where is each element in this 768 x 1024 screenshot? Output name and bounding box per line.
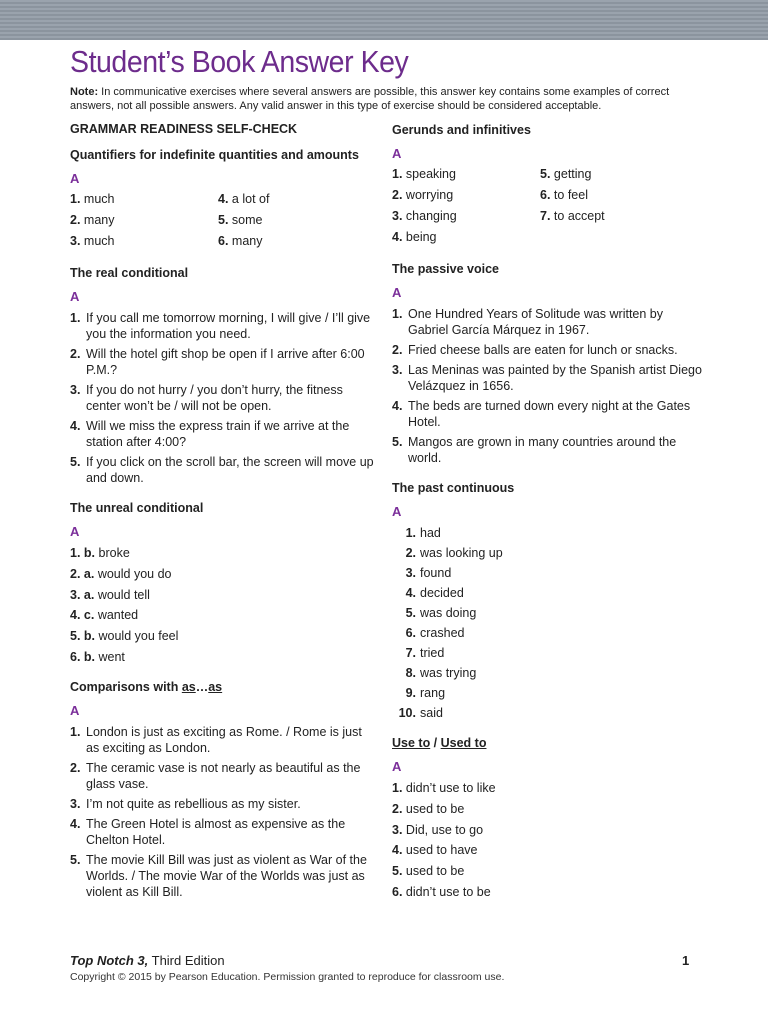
note-paragraph xyxy=(70,85,710,113)
answer-grid xyxy=(70,192,375,251)
answer-item: 5. The movie Kill Bill was just as violent as War of the Worlds. / The movie War of the Worlds was just as violent as Kill Bill. xyxy=(70,852,367,899)
section-title: Gerunds and infinitives xyxy=(392,123,531,137)
answer-list xyxy=(392,306,702,466)
section-title: Use to / Used to xyxy=(392,736,487,750)
answer-item: 4. The beds are turned down every night at the Gates Hotel. xyxy=(392,399,691,429)
answer-item: 10. said xyxy=(398,706,443,720)
answer-item: 1. London is just as exciting as Rome. / Rome is just as exciting as London. xyxy=(70,724,362,755)
answer-item: 3. Las Meninas was painted by the Spanish artist Diego Velázquez in 1656. xyxy=(392,363,702,393)
top-banner xyxy=(0,0,768,40)
answer-list xyxy=(392,780,702,900)
answer-item: 2. Fried cheese balls are eaten for lunch or snacks. xyxy=(392,343,678,357)
exercise-label: A xyxy=(70,171,80,186)
answer-item: 3. found xyxy=(405,566,452,580)
exercise-label: A xyxy=(392,504,402,519)
answer-item: 1. speaking xyxy=(392,167,456,181)
page-title: Student’s Book Answer Key xyxy=(70,44,409,79)
footer-copyright: Copyright © 2015 by Pearson Education. Permission granted to reproduce for classroom use. xyxy=(70,971,505,983)
footer-book-title: Top Notch 3, Third Edition xyxy=(70,953,225,968)
answer-item: 5. b. would you feel xyxy=(70,629,179,644)
answer-item: 7. tried xyxy=(405,646,445,660)
answer-item: 6. to feel xyxy=(540,188,588,202)
section-title: Quantifiers for indefinite quantities and amounts xyxy=(70,148,359,162)
section-past-continuous xyxy=(392,480,702,721)
answer-item: 2. The ceramic vase is not nearly as beautiful as the glass vase. xyxy=(70,760,361,791)
answer-item: 1. didn’t use to like xyxy=(392,781,496,795)
answer-item: 1. b. broke xyxy=(70,546,130,560)
answer-item: 5. used to be xyxy=(392,864,465,879)
answer-item: 6. didn’t use to be xyxy=(392,884,491,899)
answer-item: 8. was trying xyxy=(405,666,477,680)
page-number: 1 xyxy=(682,953,690,968)
answer-item: 4. used to have xyxy=(392,843,478,858)
answer-item: 2. Will the hotel gift shop be open if I arrive after 6:00 P.M.? xyxy=(70,347,365,377)
answer-item: 5. Mangos are grown in many countries around the world. xyxy=(392,435,677,465)
answer-item: 3. I’m not quite as rebellious as my sister. xyxy=(70,796,301,811)
exercise-label: A xyxy=(70,524,80,539)
answer-item: 2. was looking up xyxy=(405,546,503,560)
answer-item: 5. some xyxy=(218,213,263,227)
answer-item: 7. to accept xyxy=(540,209,605,223)
exercise-label: A xyxy=(392,146,402,161)
section-use-to xyxy=(392,735,702,900)
answer-item: 1. much xyxy=(70,192,115,206)
answer-item: 2. many xyxy=(70,213,115,227)
section-title: The past continuous xyxy=(392,481,515,495)
section-title: The unreal conditional xyxy=(70,501,204,515)
answer-item: 5. If you click on the scroll bar, the screen will move up and down. xyxy=(70,455,374,485)
answer-item: 1. If you call me tomorrow morning, I will give / I’ll give you the information you need. xyxy=(70,311,371,341)
exercise-label: A xyxy=(392,285,402,300)
answer-list xyxy=(70,310,375,486)
section-real-conditional xyxy=(70,265,375,486)
answer-item: 4. c. wanted xyxy=(70,608,139,623)
section-passive-voice xyxy=(392,261,702,466)
section-main-heading: GRAMMAR READINESS SELF-CHECK xyxy=(70,122,298,136)
answer-item: 5. getting xyxy=(540,167,592,181)
answer-grid xyxy=(392,167,702,247)
answer-item: 3. much xyxy=(70,234,115,248)
exercise-label: A xyxy=(70,702,80,718)
answer-item: 4. being xyxy=(392,230,437,244)
answer-item: 1. had xyxy=(405,526,441,540)
answer-list xyxy=(70,545,375,665)
section-quantifiers xyxy=(70,147,375,251)
answer-item: 1. One Hundred Years of Solitude was written by Gabriel García Márquez in 1967. xyxy=(392,307,664,337)
section-title: Comparisons with as…as xyxy=(70,679,223,694)
answer-item: 3. Did, use to go xyxy=(392,822,484,837)
answer-item: 4. The Green Hotel is almost as expensive as the Chelton Hotel. xyxy=(70,816,346,847)
answer-item: 6. crashed xyxy=(405,626,465,640)
answer-item: 2. a. would you do xyxy=(70,566,172,581)
answer-list xyxy=(70,724,375,900)
exercise-label: A xyxy=(392,759,402,774)
section-title: The real conditional xyxy=(70,266,189,280)
section-comparisons xyxy=(70,679,375,900)
answer-item: 2. used to be xyxy=(392,801,465,816)
note-text: In communicative exercises where several answers are possible, this answer key contains some examples of correct answers, not all possible answers. Any valid answer in this type of exercise should be considered acceptable. xyxy=(70,86,670,112)
answer-item: 5. was doing xyxy=(405,606,477,620)
answer-item: 3. changing xyxy=(392,209,457,223)
section-unreal-conditional xyxy=(70,500,375,665)
answer-list xyxy=(392,525,702,721)
answer-item: 6. many xyxy=(218,234,263,248)
answer-item: 6. b. went xyxy=(70,649,125,664)
note-label: Note: xyxy=(70,86,99,98)
exercise-label: A xyxy=(70,289,80,304)
answer-item: 2. worrying xyxy=(392,188,454,202)
right-column xyxy=(392,122,702,914)
section-gerunds xyxy=(392,122,702,247)
left-column xyxy=(70,122,375,914)
answer-item: 9. rang xyxy=(405,686,446,700)
answer-item: 3. If you do not hurry / you don’t hurry, the fitness center won’t be / will not be open. xyxy=(70,383,343,413)
answer-item: 4. decided xyxy=(405,586,464,600)
section-title: The passive voice xyxy=(392,262,500,276)
answer-item: 3. a. would tell xyxy=(70,587,150,602)
answer-item: 4. a lot of xyxy=(218,192,270,206)
answer-item: 4. Will we miss the express train if we arrive at the station after 4:00? xyxy=(70,419,350,449)
